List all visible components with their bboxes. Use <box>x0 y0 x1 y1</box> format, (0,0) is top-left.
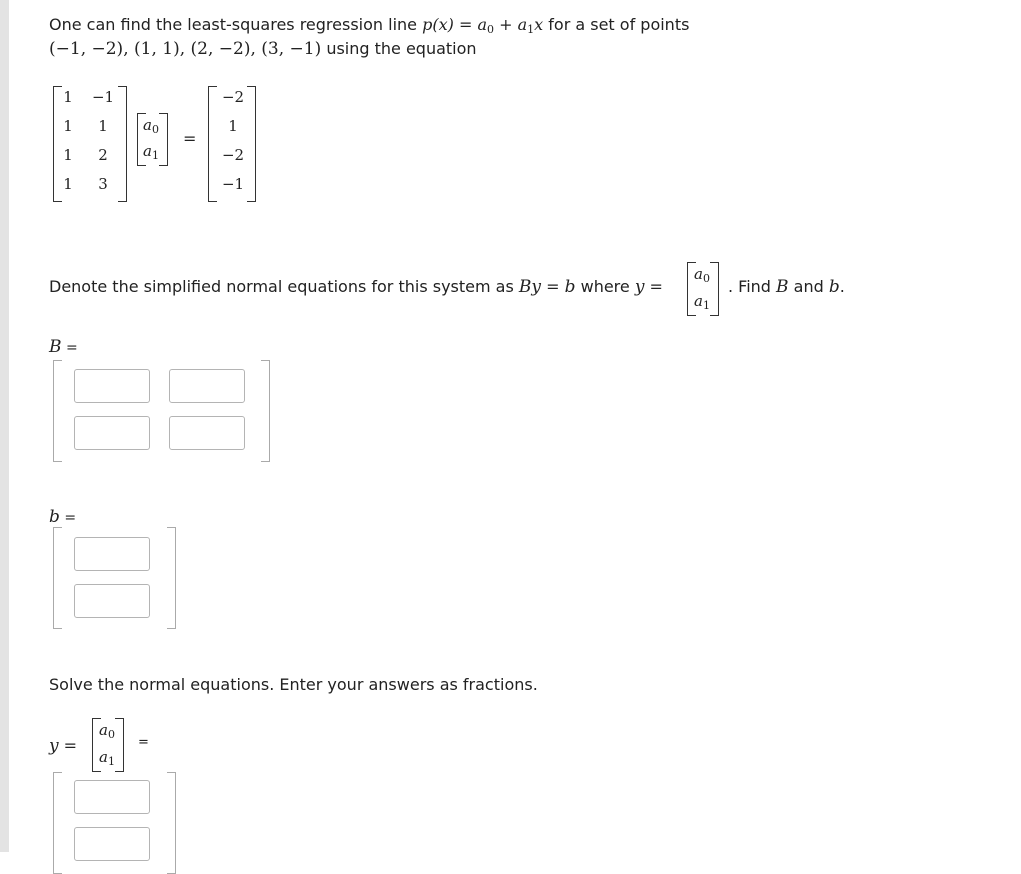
rhs-cell: −2 <box>221 88 245 106</box>
b-label: b = <box>49 507 77 527</box>
matrix-right-bracket <box>118 86 127 202</box>
matrix-cell: 1 <box>63 146 73 164</box>
intro-line-1 <box>49 15 689 36</box>
B-input-r2c2[interactable] <box>169 416 245 450</box>
b-vector-right-bracket <box>167 527 176 629</box>
plus-sign: + <box>499 15 513 34</box>
denote-sentence-end: . Find B and b. <box>728 277 845 297</box>
vector-right-bracket <box>159 113 168 166</box>
rhs-cell: −2 <box>221 146 245 164</box>
matrix-cell: −1 <box>91 88 115 106</box>
B-label: B = <box>49 337 78 357</box>
a0-term: $a_0$ <box>477 15 494 36</box>
y-solution-equals: = <box>138 735 149 750</box>
points-list: (−1, −2), (1, 1), (2, −2), (3, −1) <box>49 39 322 59</box>
solve-instruction: Solve the normal equations. Enter your answers as fractions. <box>49 675 538 694</box>
matrix-cell: 1 <box>63 88 73 106</box>
y-solution-a0: $a_0$ <box>99 721 115 741</box>
matrix-cell: 2 <box>98 146 108 164</box>
y-vector-a0: $a_0$ <box>694 265 710 285</box>
system-equals: = <box>183 129 197 148</box>
y-input-a0[interactable] <box>74 780 150 814</box>
y-input-a1[interactable] <box>74 827 150 861</box>
intro-text-post: for a set of points <box>548 15 690 34</box>
intro-text-line2: using the equation <box>326 39 477 58</box>
intro-line-2 <box>49 39 477 59</box>
B-matrix-left-bracket <box>53 360 62 462</box>
rhs-cell: −1 <box>221 175 245 193</box>
a1x-term: $a_1x$ <box>517 15 544 36</box>
intro-text: One can find the least-squares regression line <box>49 15 418 34</box>
vector-a0: $a_0$ <box>143 116 159 136</box>
rhs-right-bracket <box>247 86 256 202</box>
page-left-border <box>0 0 9 852</box>
matrix-cell: 1 <box>98 117 108 135</box>
denote-sentence: Denote the simplified normal equations for this system as By = b where y = <box>49 277 663 297</box>
b-input-r1[interactable] <box>74 537 150 571</box>
B-input-r2c1[interactable] <box>74 416 150 450</box>
equals-sign: = <box>458 15 473 34</box>
y-solution-a1: $a_1$ <box>99 748 115 768</box>
y-vector-a1: $a_1$ <box>694 292 710 312</box>
matrix-cell: 3 <box>98 175 108 193</box>
B-input-r1c2[interactable] <box>169 369 245 403</box>
rhs-left-bracket <box>208 86 217 202</box>
y-label: y = <box>49 736 78 756</box>
p-of-x: p(x) <box>422 15 454 34</box>
matrix-cell: 1 <box>63 117 73 135</box>
vector-a1: $a_1$ <box>143 142 159 162</box>
y-answer-right-bracket <box>167 772 176 874</box>
y-answer-left-bracket <box>53 772 62 874</box>
matrix-cell: 1 <box>63 175 73 193</box>
y-vector-right-bracket <box>710 262 719 316</box>
y-solution-vector-right-bracket <box>115 718 124 772</box>
b-input-r2[interactable] <box>74 584 150 618</box>
B-input-r1c1[interactable] <box>74 369 150 403</box>
rhs-cell: 1 <box>228 117 238 135</box>
b-vector-left-bracket <box>53 527 62 629</box>
B-matrix-right-bracket <box>261 360 270 462</box>
